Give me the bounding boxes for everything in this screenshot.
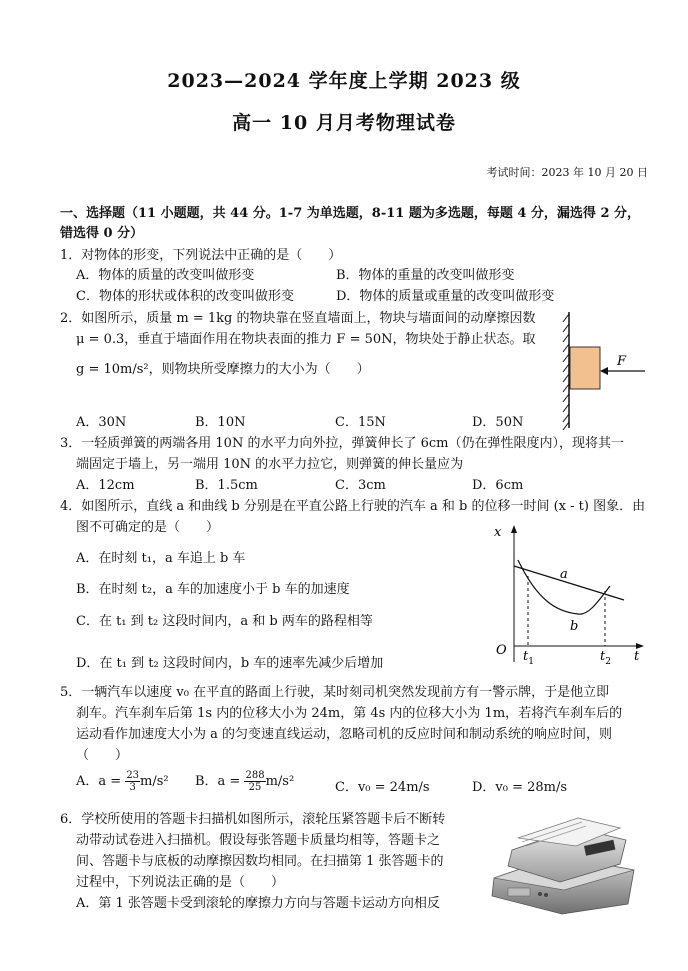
q2-option-d: D．50N	[472, 415, 524, 430]
section-heading-line1: 一、选择题（11 小题题，共 44 分。1-7 为单选题，8-11 题为多选题，每题 4 分，漏选得 2 分，	[60, 206, 641, 221]
q4-line1: 4．如图所示，直线 a 和曲线 b 分别是在平直公路上行驶的汽车 a 和 b 的位移一时间 (x - t) 图象．由	[60, 499, 646, 514]
q5-option-a: A．a = $\frac{23}{3}$ m/s²	[76, 770, 169, 793]
q5-option-b: B．a = $\frac{288}{25}$ m/s²	[195, 770, 295, 793]
curve-b-label: b	[570, 619, 579, 634]
exam-title-line1: 2023—2024 学年度上学期 2023 级	[167, 70, 521, 92]
q1-option-a: A．物体的质量的改变叫做形变	[76, 268, 255, 283]
q4-option-b: B．在时刻 t₂，a 车的加速度小于 b 车的加速度	[76, 582, 350, 597]
force-label: F	[617, 354, 627, 369]
exam-time: 考试时间：2023 年 10 月 20 日	[486, 166, 648, 179]
q2-option-b: B．10N	[195, 415, 246, 430]
section-heading	[60, 204, 660, 244]
q2-option-a: A．30N	[76, 415, 127, 430]
q5-option-d: D．v₀ = 28m/s	[472, 780, 568, 795]
block	[570, 347, 600, 389]
q6-option-a: A．第 1 张答题卡受到滚轮的摩擦力方向与答题卡运动方向相反	[76, 896, 440, 911]
q2-line1: 2．如图所示，质量 m = 1kg 的物块靠在竖直墙面上，物块与墙面间的动摩擦因数	[60, 311, 536, 326]
wall-hatching	[563, 312, 569, 430]
origin-label: O	[496, 643, 507, 658]
q2-option-c: C．15N	[335, 415, 386, 430]
q1-stem: 1．对物体的形变，下列说法中正确的是（ ）	[60, 248, 342, 263]
q5-line1: 5．一辆汽车以速度 v₀ 在平直的路面上行驶，某时刻司机突然发现前方有一警示牌，于是他立即	[60, 685, 610, 700]
q6-line3: 间、答题卡与底板的动摩擦因数均相同。在扫描第 1 张答题卡的	[76, 854, 444, 869]
q4-option-d: D．在 t₁ 到 t₂ 这段时间内，b 车的速率先减少后增加	[76, 656, 384, 671]
q5-option-c: C．v₀ = 24m/s	[335, 780, 430, 795]
q4-option-a: A．在时刻 t₁，a 车追上 b 车	[76, 551, 246, 566]
q1-option-b: B．物体的重量的改变叫做形变	[336, 268, 515, 283]
x-axis-label: t	[634, 649, 640, 664]
q3-line1: 3．一轻质弹簧的两端各用 10N 的水平力向外拉，弹簧伸长了 6cm（仍在弹性限度内），现将其一	[60, 436, 624, 451]
t1-label: $t_1$	[523, 649, 534, 667]
q6-line2: 动带动试卷进入扫描机。假设每张答题卡质量均相等，答题卡之	[76, 833, 441, 848]
q1-option-d: D．物体的质量或重量的改变叫做形变	[336, 289, 555, 304]
q2-line2: μ = 0.3，垂直于墙面作用在物块表面的推力 F = 50N，物块处于静止状态。取	[76, 332, 536, 347]
q6-line1: 6．学校所使用的答题卡扫描机如图所示，滚轮压紧答题卡后不断转	[60, 812, 446, 827]
q4-line2: 图不可确定的是（ ）	[76, 520, 220, 535]
y-axis-label: x	[494, 525, 502, 540]
q4-xt-graph	[488, 522, 648, 670]
q2-wall-block-figure	[555, 310, 655, 430]
section-heading-line2: 错选得 0 分）	[60, 226, 144, 241]
q5-line2: 刹车。汽车刹车后第 1s 内的位移大小为 24m，第 4s 内的位移大小为 1m，若将汽车刹车后的	[76, 706, 623, 721]
q2-line3: g = 10m/s²，则物块所受摩擦力的大小为（ ）	[76, 362, 370, 377]
exam-title-line2: 高一 10 月月考物理试卷	[232, 112, 456, 134]
q3-option-a: A．12cm	[76, 478, 135, 493]
q5-line3: 运动看作加速度大小为 a 的匀变速直线运动，忽略司机的反应时间和制动系统的响应时间，则	[76, 727, 613, 742]
t2-label: $t_2$	[600, 649, 611, 667]
q6-line4: 过程中，下列说法正确的是（ ）	[76, 875, 285, 890]
q3-option-c: C．3cm	[335, 478, 386, 493]
q3-line2: 端固定于墙上，另一端用 10N 的水平力拉它，则弹簧的伸长量应为	[76, 457, 464, 472]
scanner-image	[488, 812, 638, 916]
q4-option-c: C．在 t₁ 到 t₂ 这段时间内，a 和 b 两车的路程相等	[76, 614, 373, 629]
line-a-label: a	[560, 567, 568, 582]
q1-option-c: C．物体的形状或体积的改变叫做形变	[76, 289, 294, 304]
q3-option-b: B．1.5cm	[195, 478, 258, 493]
q5-line4: （ ）	[76, 748, 129, 763]
q3-option-d: D．6cm	[472, 478, 524, 493]
